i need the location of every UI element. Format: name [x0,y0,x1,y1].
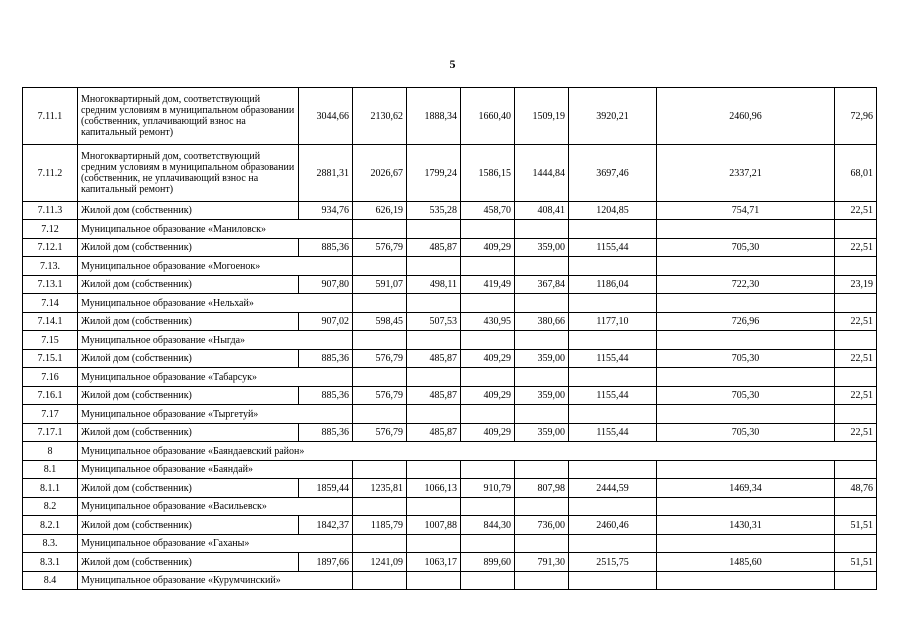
value-cell: 485,87 [407,350,461,368]
value-cell: 1186,04 [569,276,657,294]
empty-cell [569,331,657,350]
row-code: 8.3.1 [23,553,78,572]
value-cell: 3920,21 [569,88,657,145]
value-cell: 705,30 [657,239,835,257]
empty-cell [353,572,407,590]
value-cell: 408,41 [515,202,569,220]
empty-cell [835,220,877,239]
row-name: Жилой дом (собственник) [78,387,299,405]
table-row [23,313,877,331]
value-cell: 48,76 [835,479,877,498]
value-cell: 409,29 [461,239,515,257]
empty-cell [835,461,877,479]
empty-cell [461,535,515,553]
value-cell: 1155,44 [569,239,657,257]
empty-cell [515,461,569,479]
row-code: 7.11.1 [23,88,78,145]
value-cell: 2515,75 [569,553,657,572]
empty-cell [569,368,657,387]
empty-cell [407,368,461,387]
section-row [23,535,877,553]
row-code: 8.4 [23,572,78,590]
empty-cell [407,331,461,350]
section-row [23,331,877,350]
value-cell: 498,11 [407,276,461,294]
empty-cell [515,257,569,276]
table-row [23,516,877,535]
value-cell: 1430,31 [657,516,835,535]
empty-cell [515,405,569,424]
empty-cell [461,331,515,350]
empty-cell [461,498,515,516]
section-row [23,294,877,313]
value-cell: 934,76 [299,202,353,220]
value-cell: 1155,44 [569,424,657,442]
value-cell: 22,51 [835,387,877,405]
empty-cell [569,220,657,239]
section-name: Муниципальное образование «Тыргетуй» [78,405,353,424]
value-cell: 705,30 [657,424,835,442]
empty-cell [835,331,877,350]
section-row [23,572,877,590]
row-code: 7.11.2 [23,145,78,202]
value-cell: 807,98 [515,479,569,498]
value-cell: 899,60 [461,553,515,572]
empty-cell [461,461,515,479]
empty-cell [657,257,835,276]
empty-cell [569,405,657,424]
empty-cell [569,535,657,553]
row-code: 7.15.1 [23,350,78,368]
value-cell: 885,36 [299,239,353,257]
empty-cell [407,498,461,516]
value-cell: 2444,59 [569,479,657,498]
row-code: 7.16.1 [23,387,78,405]
tariff-table [22,87,877,590]
value-cell: 726,96 [657,313,835,331]
row-code: 7.14 [23,294,78,313]
row-code: 7.11.3 [23,202,78,220]
row-code: 8.1 [23,461,78,479]
empty-cell [353,535,407,553]
value-cell: 507,53 [407,313,461,331]
empty-cell [835,294,877,313]
table-row [23,202,877,220]
empty-cell [461,405,515,424]
empty-cell [835,572,877,590]
section-name: Муниципальное образование «Нельхай» [78,294,353,313]
empty-cell [407,572,461,590]
value-cell: 885,36 [299,350,353,368]
empty-cell [353,461,407,479]
empty-cell [461,294,515,313]
value-cell: 1185,79 [353,516,407,535]
row-code: 8 [23,442,78,461]
value-cell: 359,00 [515,239,569,257]
empty-cell [515,368,569,387]
empty-cell [461,572,515,590]
empty-cell [353,257,407,276]
section-row [23,461,877,479]
value-cell: 2460,96 [657,88,835,145]
row-code: 8.1.1 [23,479,78,498]
value-cell: 705,30 [657,387,835,405]
value-cell: 430,95 [461,313,515,331]
empty-cell [515,294,569,313]
empty-cell [835,498,877,516]
row-code: 7.12.1 [23,239,78,257]
empty-cell [657,498,835,516]
empty-cell [569,572,657,590]
section-row [23,442,877,461]
row-code: 7.17 [23,405,78,424]
row-code: 7.13. [23,257,78,276]
value-cell: 576,79 [353,387,407,405]
empty-cell [657,461,835,479]
table-row [23,350,877,368]
row-name: Жилой дом (собственник) [78,424,299,442]
value-cell: 485,87 [407,387,461,405]
value-cell: 1888,34 [407,88,461,145]
row-name: Многоквартирный дом, соответствующий средним условиям в муниципальном образовании (собственник, не уплачивающий взнос на капитальный ремонт) [78,145,299,202]
section-row [23,257,877,276]
value-cell: 626,19 [353,202,407,220]
value-cell: 2026,67 [353,145,407,202]
value-cell: 1007,88 [407,516,461,535]
empty-cell [657,572,835,590]
value-cell: 3697,46 [569,145,657,202]
value-cell: 736,00 [515,516,569,535]
table-row [23,387,877,405]
value-cell: 885,36 [299,424,353,442]
row-code: 7.15 [23,331,78,350]
value-cell: 1066,13 [407,479,461,498]
value-cell: 910,79 [461,479,515,498]
value-cell: 22,51 [835,239,877,257]
empty-cell [515,220,569,239]
value-cell: 51,51 [835,516,877,535]
section-name: Муниципальное образование «Васильевск» [78,498,353,516]
value-cell: 1241,09 [353,553,407,572]
value-cell: 535,28 [407,202,461,220]
value-cell: 1155,44 [569,350,657,368]
empty-cell [515,331,569,350]
empty-cell [407,294,461,313]
empty-cell [569,257,657,276]
value-cell: 409,29 [461,387,515,405]
row-name: Жилой дом (собственник) [78,239,299,257]
value-cell: 72,96 [835,88,877,145]
empty-cell [835,368,877,387]
value-cell: 591,07 [353,276,407,294]
value-cell: 359,00 [515,387,569,405]
value-cell: 907,02 [299,313,353,331]
empty-cell [835,535,877,553]
value-cell: 2130,62 [353,88,407,145]
value-cell: 380,66 [515,313,569,331]
value-cell: 1469,34 [657,479,835,498]
value-cell: 1063,17 [407,553,461,572]
value-cell: 1586,15 [461,145,515,202]
value-cell: 2460,46 [569,516,657,535]
value-cell: 458,70 [461,202,515,220]
value-cell: 1842,37 [299,516,353,535]
value-cell: 754,71 [657,202,835,220]
table-body [23,88,877,590]
value-cell: 1444,84 [515,145,569,202]
value-cell: 359,00 [515,424,569,442]
value-cell: 705,30 [657,350,835,368]
row-name: Жилой дом (собственник) [78,479,299,498]
value-cell: 22,51 [835,313,877,331]
section-name: Муниципальное образование «Ныгда» [78,331,353,350]
value-cell: 791,30 [515,553,569,572]
empty-cell [407,257,461,276]
empty-cell [569,498,657,516]
value-cell: 907,80 [299,276,353,294]
value-cell: 722,30 [657,276,835,294]
value-cell: 1155,44 [569,387,657,405]
empty-cell [353,498,407,516]
table-row [23,239,877,257]
value-cell: 885,36 [299,387,353,405]
value-cell: 844,30 [461,516,515,535]
value-cell: 1177,10 [569,313,657,331]
row-code: 7.16 [23,368,78,387]
value-cell: 1509,19 [515,88,569,145]
row-name: Жилой дом (собственник) [78,553,299,572]
empty-cell [461,220,515,239]
value-cell: 22,51 [835,202,877,220]
table-row [23,424,877,442]
empty-cell [461,257,515,276]
value-cell: 2881,31 [299,145,353,202]
value-cell: 51,51 [835,553,877,572]
section-name: Муниципальное образование «Табарсук» [78,368,353,387]
row-code: 7.12 [23,220,78,239]
section-name: Муниципальное образование «Могоенок» [78,257,353,276]
row-code: 8.3. [23,535,78,553]
empty-cell [569,294,657,313]
value-cell: 485,87 [407,239,461,257]
value-cell: 367,84 [515,276,569,294]
value-cell: 1799,24 [407,145,461,202]
empty-cell [515,498,569,516]
empty-cell [835,257,877,276]
empty-cell [657,331,835,350]
row-name: Жилой дом (собственник) [78,350,299,368]
value-cell: 485,87 [407,424,461,442]
value-cell: 1235,81 [353,479,407,498]
section-name: Муниципальное образование «Баяндай» [78,461,353,479]
section-row [23,220,877,239]
empty-cell [461,368,515,387]
table-row [23,276,877,294]
value-cell: 576,79 [353,239,407,257]
table-row [23,88,877,145]
value-cell: 409,29 [461,350,515,368]
section-name: Муниципальное образование «Курумчинский» [78,572,353,590]
value-cell: 68,01 [835,145,877,202]
empty-cell [353,220,407,239]
table-row [23,553,877,572]
row-code: 7.13.1 [23,276,78,294]
empty-cell [657,368,835,387]
section-name: Муниципальное образование «Баяндаевский район» [78,442,877,461]
row-name: Жилой дом (собственник) [78,276,299,294]
value-cell: 1660,40 [461,88,515,145]
table-row [23,145,877,202]
page-number: 5 [449,57,456,71]
value-cell: 576,79 [353,424,407,442]
row-name: Многоквартирный дом, соответствующий средним условиям в муниципальном образовании (собственник, уплачивающий взнос на капитальный ремонт) [78,88,299,145]
value-cell: 1204,85 [569,202,657,220]
empty-cell [835,405,877,424]
empty-cell [515,535,569,553]
value-cell: 419,49 [461,276,515,294]
row-code: 7.17.1 [23,424,78,442]
row-code: 8.2.1 [23,516,78,535]
empty-cell [657,405,835,424]
empty-cell [353,368,407,387]
row-name: Жилой дом (собственник) [78,202,299,220]
value-cell: 359,00 [515,350,569,368]
empty-cell [657,220,835,239]
empty-cell [657,535,835,553]
row-code: 8.2 [23,498,78,516]
empty-cell [407,220,461,239]
empty-cell [407,405,461,424]
value-cell: 1859,44 [299,479,353,498]
value-cell: 23,19 [835,276,877,294]
section-row [23,498,877,516]
section-name: Муниципальное образование «Гаханы» [78,535,353,553]
value-cell: 22,51 [835,350,877,368]
empty-cell [353,294,407,313]
empty-cell [407,535,461,553]
value-cell: 409,29 [461,424,515,442]
row-name: Жилой дом (собственник) [78,313,299,331]
value-cell: 22,51 [835,424,877,442]
value-cell: 3044,66 [299,88,353,145]
value-cell: 1897,66 [299,553,353,572]
value-cell: 598,45 [353,313,407,331]
empty-cell [515,572,569,590]
section-name: Муниципальное образование «Маниловск» [78,220,353,239]
value-cell: 2337,21 [657,145,835,202]
section-row [23,368,877,387]
empty-cell [407,461,461,479]
empty-cell [353,331,407,350]
row-code: 7.14.1 [23,313,78,331]
row-name: Жилой дом (собственник) [78,516,299,535]
empty-cell [353,405,407,424]
value-cell: 1485,60 [657,553,835,572]
empty-cell [569,461,657,479]
value-cell: 576,79 [353,350,407,368]
empty-cell [657,294,835,313]
table-row [23,479,877,498]
section-row [23,405,877,424]
